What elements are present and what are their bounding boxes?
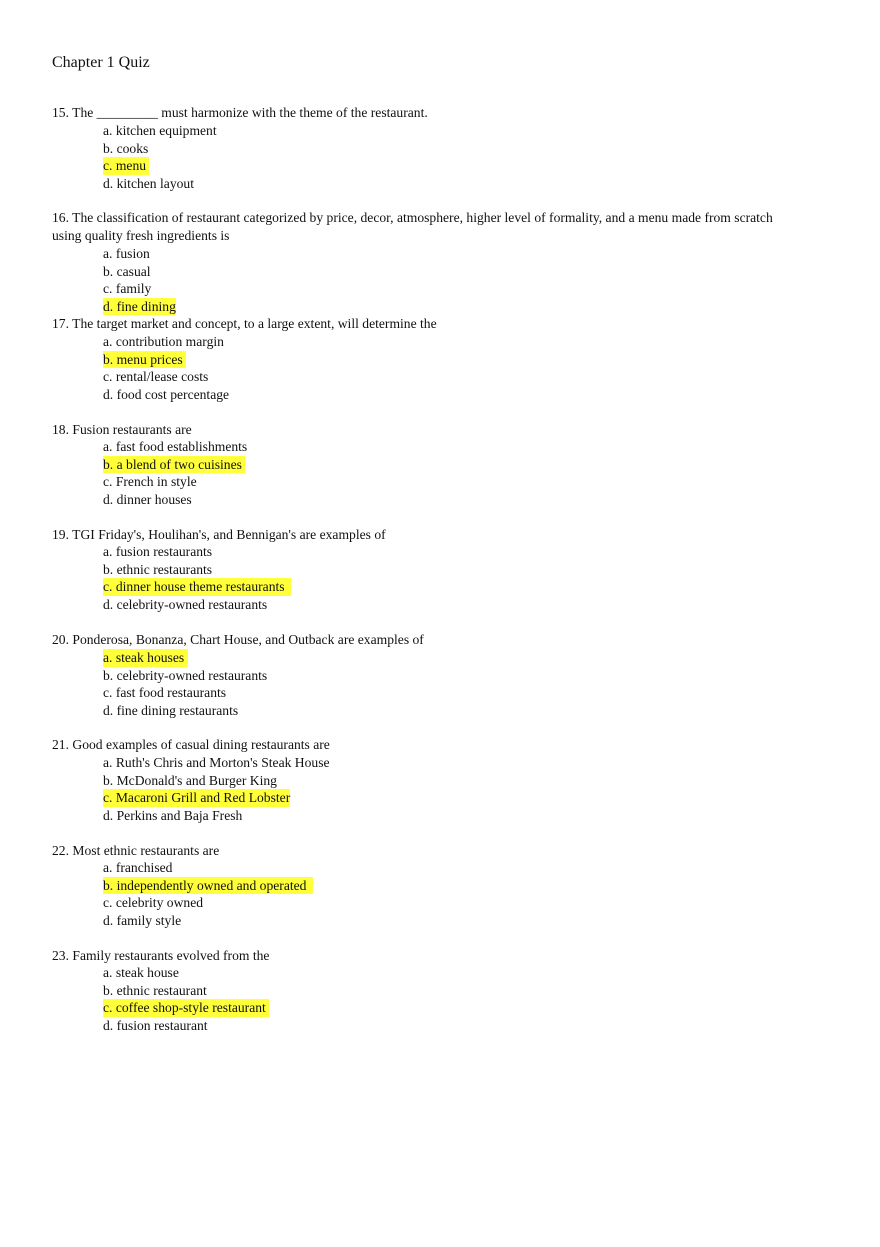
question-15-option-c-answer: c. menu	[103, 158, 150, 174]
question-21-option-d: d. Perkins and Baja Fresh	[103, 807, 243, 823]
question-18-stem: 18. Fusion restaurants are	[52, 422, 192, 437]
question-15-stem: 15. The _________ must harmonize with the theme of the restaurant.	[52, 105, 428, 120]
question-20-option-a-answer: a. steak houses	[103, 650, 188, 665]
question-16-option-d-answer: d. fine dining	[103, 298, 176, 314]
question-18-option-a: a. fast food establishments	[103, 439, 248, 454]
question-23-option-a: a. steak house	[103, 965, 179, 980]
question-18-option-b-answer: b. a blend of two cuisines	[103, 456, 246, 472]
question-19-option-c-answer: c. dinner house theme restaurants	[103, 579, 292, 595]
question-23-option-b: b. ethnic restaurant	[103, 982, 207, 998]
question-23-stem: 23. Family restaurants evolved from the	[52, 948, 270, 963]
question-19-stem: 19. TGI Friday's, Houlihan's, and Bennigan's are examples of	[52, 527, 386, 542]
question-16-stem: 16. The classification of restaurant categorized by price, decor, atmosphere, higher level of formality, and a menu made from scratch using quality fresh ingredients is	[52, 210, 773, 243]
question-19-option-b: b. ethnic restaurants	[103, 561, 213, 577]
question-17-option-b-answer: b. menu prices	[103, 351, 187, 367]
question-17-stem: 17. The target market and concept, to a large extent, will determine the	[52, 316, 437, 331]
question-20-stem: 20. Ponderosa, Bonanza, Chart House, and Outback are examples of	[52, 632, 424, 647]
question-17-option-a: a. contribution margin	[103, 334, 224, 349]
question-22-option-b-answer: b. independently owned and operated	[103, 877, 314, 893]
question-22-option-d: d. family style	[103, 912, 182, 928]
question-16-option-c: c. family	[103, 281, 152, 297]
question-22-option-c: c. celebrity owned	[103, 895, 204, 911]
question-17-option-c: c. rental/lease costs	[103, 369, 209, 385]
question-22-option-a: a. franchised	[103, 860, 173, 875]
question-19-option-a: a. fusion restaurants	[103, 544, 213, 559]
question-22-stem: 22. Most ethnic restaurants are	[52, 843, 220, 858]
question-16-option-a: a. fusion	[103, 246, 150, 261]
question-21-option-a: a. Ruth's Chris and Morton's Steak House	[103, 755, 330, 770]
question-20-option-c: c. fast food restaurants	[103, 685, 227, 701]
question-21-option-c-answer: c. Macaroni Grill and Red Lobster	[103, 790, 291, 806]
question-15-option-a: a. kitchen equipment	[103, 123, 217, 138]
question-15-option-d: d. kitchen layout	[103, 175, 194, 191]
question-16-option-b: b. casual	[103, 263, 151, 279]
question-23-option-c-answer: c. coffee shop-style restaurant	[103, 1000, 270, 1016]
question-18-option-d: d. dinner houses	[103, 491, 192, 507]
question-17-option-d: d. food cost percentage	[103, 386, 230, 402]
question-19-option-d: d. celebrity-owned restaurants	[103, 596, 268, 612]
question-20-option-d: d. fine dining restaurants	[103, 702, 239, 718]
question-23-option-d: d. fusion restaurant	[103, 1017, 208, 1033]
page-title: Chapter 1 Quiz	[52, 54, 150, 71]
question-15-option-b: b. cooks	[103, 140, 149, 156]
question-21-option-b: b. McDonald's and Burger King	[103, 772, 277, 788]
question-21-stem: 21. Good examples of casual dining restaurants are	[52, 737, 330, 752]
question-20-option-b: b. celebrity-owned restaurants	[103, 667, 268, 683]
question-18-option-c: c. French in style	[103, 474, 197, 490]
